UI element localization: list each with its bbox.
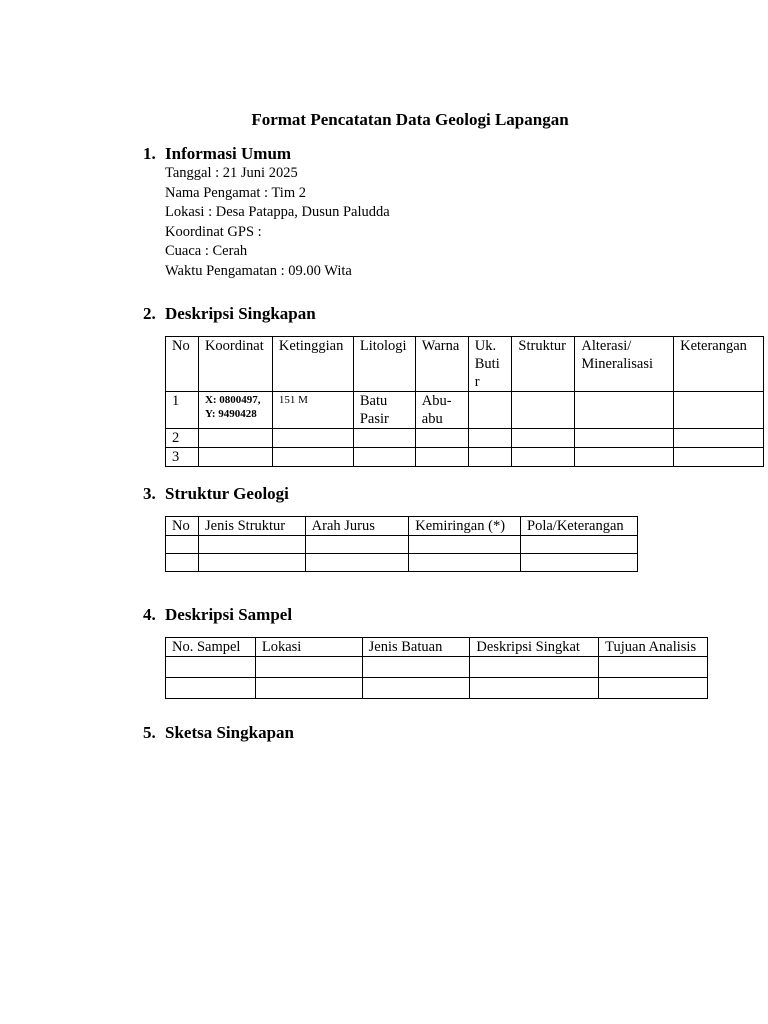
cell-no: 1 xyxy=(166,392,199,429)
singkapan-table xyxy=(165,336,764,467)
info-lokasi: Lokasi : Desa Patappa, Dusun Paludda xyxy=(165,204,390,220)
column-header: Ketinggian xyxy=(272,337,353,392)
column-header: No xyxy=(166,337,199,392)
section-title: Deskripsi Sampel xyxy=(165,605,293,624)
cell-empty xyxy=(512,392,575,429)
section-heading-sketsa-singkapan xyxy=(143,723,294,743)
cell-empty xyxy=(362,678,470,699)
cell-empty xyxy=(353,448,415,467)
cell-empty xyxy=(166,657,256,678)
column-header: Warna xyxy=(415,337,468,392)
document-title: Format Pencatatan Data Geologi Lapangan xyxy=(251,110,569,129)
cell-empty xyxy=(305,536,409,554)
cell-ketinggian xyxy=(272,392,353,429)
cell-empty xyxy=(166,678,256,699)
info-nama-pengamat: Nama Pengamat : Tim 2 xyxy=(165,184,306,201)
column-header: Kemiringan (*) xyxy=(409,517,521,536)
cell-warna xyxy=(415,392,468,429)
cell-empty xyxy=(468,392,512,429)
table-row xyxy=(166,429,764,448)
cell-empty xyxy=(512,429,575,448)
struktur-table xyxy=(165,516,638,572)
table-row xyxy=(166,536,638,554)
cell-empty xyxy=(521,536,638,554)
column-header: Tujuan Analisis xyxy=(599,638,708,657)
litologi-line: Batu xyxy=(359,393,388,409)
column-header: Koordinat xyxy=(198,337,272,392)
cell-empty xyxy=(674,429,764,448)
section-title: Sketsa Singkapan xyxy=(165,723,294,742)
section-heading-struktur-geologi xyxy=(143,484,289,504)
section-heading-deskripsi-singkapan xyxy=(143,304,316,324)
table-header-row xyxy=(166,517,638,536)
cell-empty xyxy=(674,448,764,467)
cell-empty xyxy=(470,678,599,699)
cell-empty xyxy=(272,448,353,467)
cell-empty xyxy=(575,448,674,467)
column-header: Pola/Keterangan xyxy=(521,517,638,536)
cell-empty xyxy=(521,554,638,572)
column-header: Jenis Batuan xyxy=(362,638,470,657)
column-header: No. Sampel xyxy=(166,638,256,657)
cell-empty xyxy=(362,657,470,678)
column-header: Arah Jurus xyxy=(305,517,409,536)
column-header: Uk. Buti r xyxy=(468,337,512,392)
info-koordinat-gps: Koordinat GPS : xyxy=(165,223,262,240)
cell-empty xyxy=(198,554,305,572)
cell-empty xyxy=(255,657,362,678)
cell-empty xyxy=(166,554,199,572)
column-header: Keterangan xyxy=(674,337,764,392)
section-number: 2. xyxy=(143,304,156,323)
cell-empty xyxy=(415,429,468,448)
section-number: 1. xyxy=(143,144,156,163)
cell-empty xyxy=(575,429,674,448)
cell-empty xyxy=(468,429,512,448)
cell-empty xyxy=(409,536,521,554)
cell-empty xyxy=(272,429,353,448)
cell-empty xyxy=(305,554,409,572)
section-title: Deskripsi Singkapan xyxy=(165,304,316,323)
section-title: Informasi Umum xyxy=(165,144,292,163)
table-header-row xyxy=(166,638,708,657)
section-number: 3. xyxy=(143,484,156,503)
cell-empty xyxy=(198,429,272,448)
koordinat-y: Y: 9490428 xyxy=(204,408,257,420)
sampel-table xyxy=(165,637,708,699)
info-waktu-pengamatan: Waktu Pengamatan : 09.00 Wita xyxy=(165,262,352,279)
section-heading-deskripsi-sampel xyxy=(143,605,292,625)
cell-empty xyxy=(409,554,521,572)
column-header: Deskripsi Singkat xyxy=(470,638,599,657)
section-number: 4. xyxy=(143,605,156,624)
cell-empty xyxy=(353,429,415,448)
cell-litologi xyxy=(353,392,415,429)
info-cuaca: Cuaca : Cerah xyxy=(165,243,248,259)
info-tanggal: Tanggal : 21 Juni 2025 xyxy=(165,165,298,181)
cell-empty xyxy=(198,536,305,554)
cell-empty xyxy=(166,536,199,554)
column-header: Litologi xyxy=(353,337,415,392)
cell-empty xyxy=(198,448,272,467)
section-number: 5. xyxy=(143,723,156,742)
column-header: Jenis Struktur xyxy=(198,517,305,536)
section-heading-informasi-umum xyxy=(143,144,291,164)
section-title: Struktur Geologi xyxy=(165,484,289,503)
cell-empty xyxy=(512,448,575,467)
table-row xyxy=(166,392,764,429)
litologi-line: Pasir xyxy=(359,411,389,427)
cell-empty xyxy=(470,657,599,678)
column-header: Lokasi xyxy=(255,638,362,657)
cell-koordinat xyxy=(198,392,272,429)
table-row xyxy=(166,678,708,699)
warna-line: Abu- xyxy=(421,393,452,409)
table-row xyxy=(166,448,764,467)
cell-empty xyxy=(468,448,512,467)
cell-empty xyxy=(599,678,708,699)
koordinat-x: X: 0800497, xyxy=(204,394,261,406)
table-row xyxy=(166,657,708,678)
column-header: No xyxy=(166,517,199,536)
cell-empty xyxy=(415,448,468,467)
cell-no: 3 xyxy=(166,448,199,467)
cell-empty xyxy=(255,678,362,699)
cell-empty xyxy=(575,392,674,429)
cell-empty xyxy=(599,657,708,678)
cell-empty xyxy=(674,392,764,429)
table-row xyxy=(166,554,638,572)
column-header: Struktur xyxy=(512,337,575,392)
warna-line: abu xyxy=(421,411,443,427)
ketinggian-value: 151 M xyxy=(278,394,308,406)
column-header: Alterasi/ Mineralisasi xyxy=(575,337,674,392)
cell-no: 2 xyxy=(166,429,199,448)
general-info-block xyxy=(165,164,390,281)
table-header-row xyxy=(166,337,764,392)
